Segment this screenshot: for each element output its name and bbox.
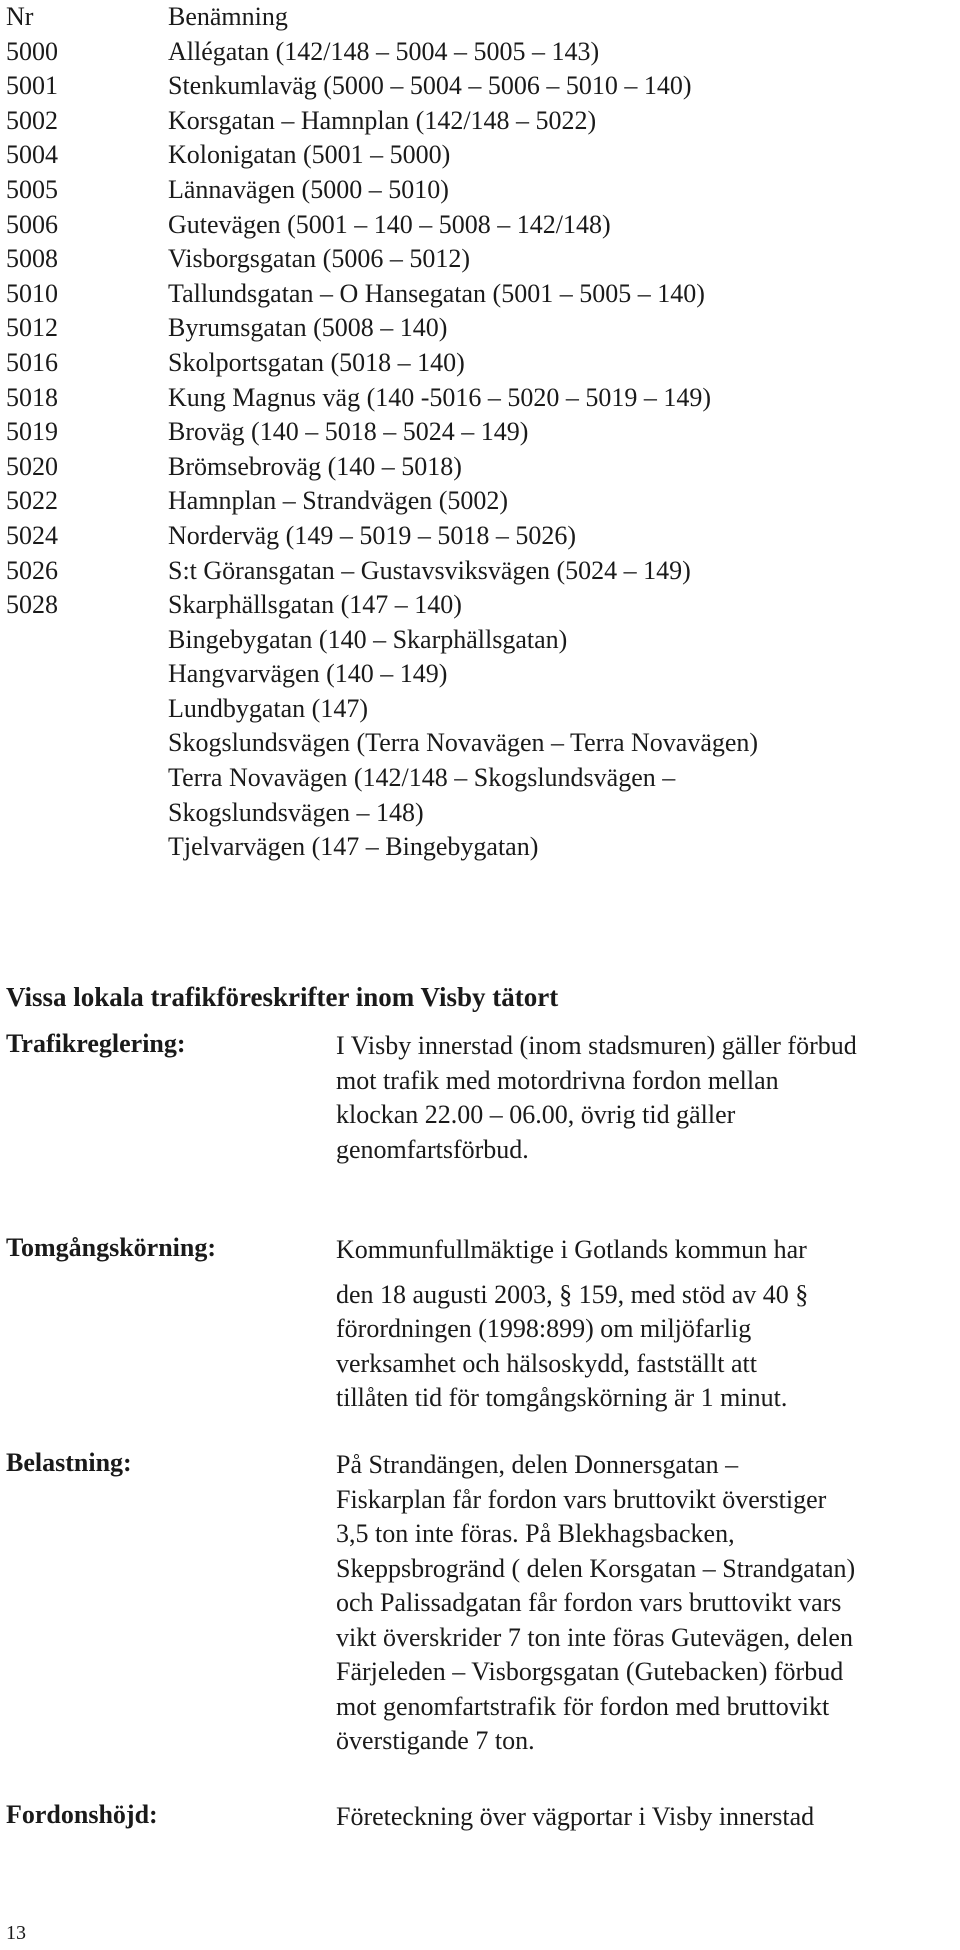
road-number: 5000 (6, 36, 58, 66)
road-number: 5016 (6, 347, 58, 377)
road-number (6, 761, 168, 796)
text-line: Fiskarplan får fordon vars bruttovikt överstiger (336, 1484, 827, 1514)
text-line: 3,5 ton inte föras. På Blekhagsbacken, (336, 1519, 735, 1548)
road-number: 5028 (6, 590, 58, 620)
text-line: mot genomfartstrafik för fordon med bruttovikt (336, 1691, 830, 1721)
road-name: Bingebygatan (140 – Skarphällsgatan) (168, 624, 568, 654)
road-name: Tjelvarvägen (147 – Bingebygatan) (168, 832, 539, 862)
section-label: Tomgångskörning: (6, 1233, 216, 1262)
road-number (6, 726, 168, 761)
table-row (6, 726, 906, 761)
page-number: 13 (6, 1922, 26, 1944)
table-row (6, 208, 906, 243)
table-row (6, 796, 906, 831)
road-name: Skogslundsvägen – 148) (168, 797, 424, 827)
text-line: Färjeleden – Visborgsgatan (Gutebacken) förbud (336, 1657, 844, 1686)
text-line: den 18 augusti 2003, § 159, med stöd av 40 § (336, 1279, 809, 1309)
road-number (6, 657, 168, 692)
road-name: Lännavägen (5000 – 5010) (168, 174, 449, 204)
road-name: Gutevägen (5001 – 140 – 5008 – 142/148) (168, 209, 611, 239)
section-label: Trafikreglering: (6, 1029, 186, 1058)
table-row (6, 554, 906, 589)
section-heading: Vissa lokala trafikföreskrifter inom Visby tätort (6, 982, 559, 1012)
table-row (6, 588, 906, 623)
road-name: Brömsebroväg (140 – 5018) (168, 451, 462, 481)
road-name: Kolonigatan (5001 – 5000) (168, 140, 451, 170)
table-row (6, 173, 906, 208)
table-row (6, 277, 906, 312)
table-row (6, 761, 906, 796)
road-name: S:t Göransgatan – Gustavsviksvägen (5024 – 149) (168, 555, 691, 585)
text-line: Skeppsbrogränd ( delen Korsgatan – Strandgatan) (336, 1553, 856, 1583)
road-name: Hamnplan – Strandvägen (5002) (168, 486, 509, 516)
column-header-name: Benämning (168, 2, 288, 31)
road-name: Visborgsgatan (5006 – 5012) (168, 244, 470, 274)
table-row (6, 415, 906, 450)
section-label: Belastning: (6, 1448, 132, 1477)
road-name: Skarphällsgatan (147 – 140) (168, 590, 462, 620)
road-number: 5001 (6, 71, 58, 101)
table-row (6, 519, 906, 554)
table-row (6, 104, 906, 139)
road-number: 5006 (6, 209, 58, 239)
section-body (336, 1800, 951, 1835)
road-number: 5020 (6, 451, 58, 481)
table-header (6, 0, 906, 35)
road-number: 5019 (6, 417, 58, 447)
text-line: vikt överskrider 7 ton inte föras Gutevägen, delen (336, 1622, 853, 1652)
road-name: Broväg (140 – 5018 – 5024 – 149) (168, 417, 529, 447)
text-line: I Visby innerstad (inom stadsmuren) gäller förbud (336, 1031, 857, 1060)
road-name: Hangvarvägen (140 – 149) (168, 659, 448, 689)
road-name: Skogslundsvägen (Terra Novavägen – Terra Novavägen) (168, 728, 759, 758)
road-number (6, 692, 168, 727)
table-row (6, 623, 906, 658)
table-row (6, 69, 906, 104)
road-number: 5008 (6, 244, 58, 274)
section-body (336, 1029, 951, 1167)
road-name: Norderväg (149 – 5019 – 5018 – 5026) (168, 520, 576, 550)
table-row (6, 138, 906, 173)
road-number (6, 796, 168, 831)
table-row (6, 657, 906, 692)
road-number: 5018 (6, 382, 58, 412)
text-line: genomfartsförbud. (336, 1134, 529, 1164)
table-row (6, 830, 906, 865)
road-name: Terra Novavägen (142/148 – Skogslundsvägen – (168, 763, 676, 793)
road-number: 5024 (6, 520, 58, 550)
section-label: Fordonshöjd: (6, 1800, 158, 1829)
road-table (6, 0, 906, 865)
text-line: verksamhet och hälsoskydd, fastställt att (336, 1348, 757, 1378)
text-line: Företeckning över vägportar i Visby innerstad (336, 1802, 815, 1831)
text-line: förordningen (1998:899) om miljöfarlig (336, 1314, 752, 1343)
table-row (6, 381, 906, 416)
table-row (6, 35, 906, 70)
section-body (336, 1233, 951, 1416)
section-body (336, 1448, 951, 1759)
road-name: Lundbygatan (147) (168, 693, 369, 723)
text-line: På Strandängen, delen Donnersgatan – (336, 1450, 739, 1479)
road-number (6, 830, 168, 865)
text-line: överstigande 7 ton. (336, 1726, 535, 1755)
table-row (6, 484, 906, 519)
table-rows (6, 35, 906, 865)
table-row (6, 311, 906, 346)
table-row (6, 346, 906, 381)
road-name: Stenkumlaväg (5000 – 5004 – 5006 – 5010 – 140) (168, 71, 692, 101)
table-row (6, 450, 906, 485)
text-line: klockan 22.00 – 06.00, övrig tid gäller (336, 1100, 736, 1129)
table-row (6, 242, 906, 277)
road-name: Allégatan (142/148 – 5004 – 5005 – 143) (168, 36, 600, 66)
text-line: och Palissadgatan får fordon vars bruttovikt vars (336, 1588, 842, 1617)
column-header-nr: Nr (6, 2, 34, 31)
road-number: 5005 (6, 174, 58, 204)
road-number: 5012 (6, 313, 58, 343)
table-row (6, 692, 906, 727)
text-line: Kommunfullmäktige i Gotlands kommun har (336, 1235, 807, 1264)
road-number: 5022 (6, 486, 58, 516)
road-number (6, 623, 168, 658)
road-number: 5002 (6, 105, 58, 135)
road-number: 5010 (6, 278, 58, 308)
road-number: 5004 (6, 140, 58, 170)
road-name: Tallundsgatan – O Hansegatan (5001 – 5005 – 140) (168, 278, 705, 308)
road-name: Byrumsgatan (5008 – 140) (168, 313, 448, 343)
road-name: Korsgatan – Hamnplan (142/148 – 5022) (168, 105, 597, 135)
road-name: Kung Magnus väg (140 -5016 – 5020 – 5019 – 149) (168, 382, 712, 412)
text-line: mot trafik med motordrivna fordon mellan (336, 1065, 779, 1095)
road-number: 5026 (6, 555, 58, 585)
text-line: tillåten tid för tomgångskörning är 1 minut. (336, 1383, 788, 1412)
road-name: Skolportsgatan (5018 – 140) (168, 347, 465, 377)
